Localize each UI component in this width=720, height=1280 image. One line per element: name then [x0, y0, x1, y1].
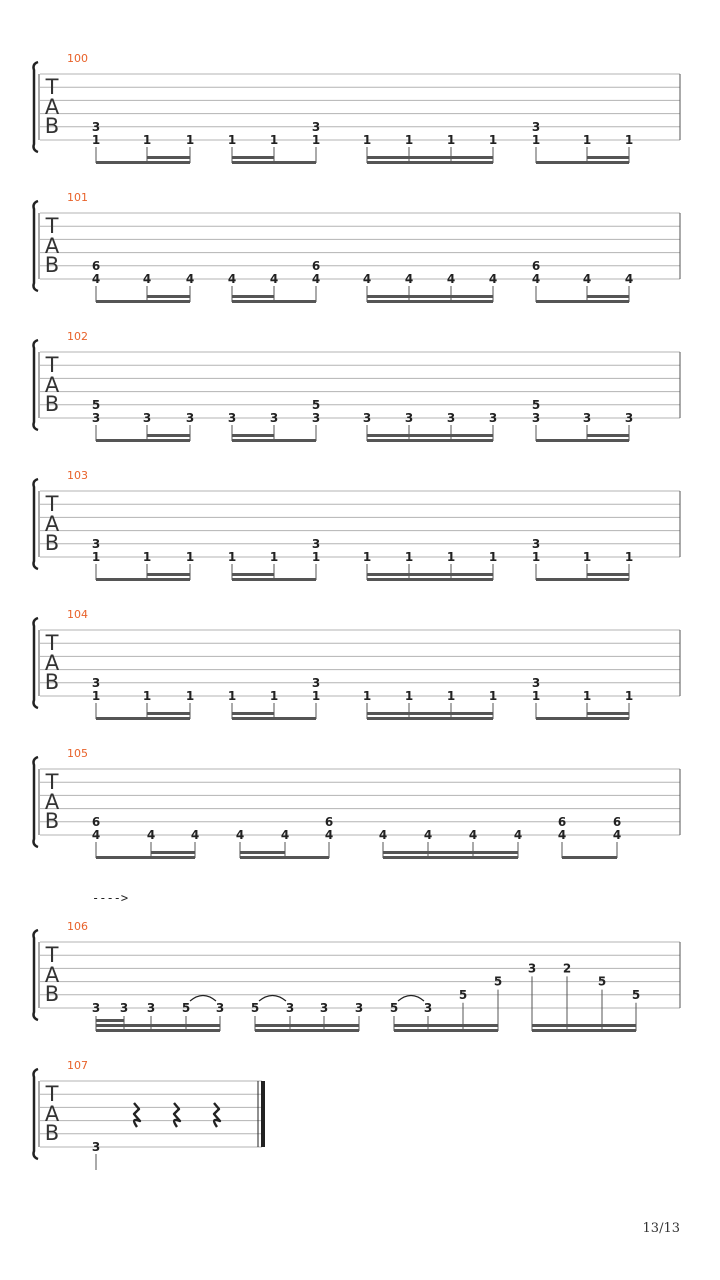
fret-number: 4 — [423, 828, 433, 842]
fret-number: 3 — [91, 1140, 101, 1154]
fret-number: 1 — [362, 689, 372, 703]
measure-number: 106 — [67, 920, 88, 933]
tab-clef-t: T — [45, 943, 59, 967]
quarter-rest — [174, 1103, 180, 1127]
beam — [96, 717, 190, 720]
beam — [383, 856, 518, 859]
beam — [367, 300, 493, 303]
fret-number: 4 — [624, 272, 634, 286]
fret-number: 1 — [624, 550, 634, 564]
measure-number: 104 — [67, 608, 88, 621]
fret-number: 3 — [285, 1001, 295, 1015]
fret-number: 1 — [269, 689, 279, 703]
fret-number: 4 — [91, 828, 101, 842]
tab-clef-t: T — [45, 770, 59, 794]
fret-number: 3 — [311, 536, 321, 551]
fret-number: 4 — [280, 828, 290, 842]
fret-number: 4 — [557, 828, 567, 842]
system-bracket — [34, 757, 39, 847]
fret-number: 4 — [404, 272, 414, 286]
fret-number: 5 — [493, 974, 503, 989]
fret-number: 4 — [324, 828, 334, 842]
beam-secondary — [367, 434, 493, 437]
tab-clef-t: T — [45, 631, 59, 655]
fret-number: 5 — [311, 397, 321, 412]
fret-number: 1 — [91, 689, 101, 703]
tab-system-107 — [34, 1059, 266, 1170]
fret-number: 5 — [597, 974, 607, 989]
quarter-rest — [134, 1103, 140, 1127]
fret-number: 1 — [404, 550, 414, 564]
tab-clef-a: A — [44, 373, 60, 397]
fret-number: 1 — [227, 133, 237, 147]
tie-arc — [398, 996, 424, 1002]
fret-number: 3 — [319, 1001, 329, 1015]
beam-secondary — [532, 1024, 636, 1027]
beam-secondary — [147, 434, 190, 437]
beam-secondary — [367, 573, 493, 576]
beam — [96, 1029, 220, 1032]
fret-number: 6 — [612, 814, 622, 829]
fret-number: 5 — [458, 987, 468, 1002]
fret-number: 1 — [311, 550, 321, 564]
beam — [96, 578, 190, 581]
fret-number: 3 — [354, 1001, 364, 1015]
beam — [367, 578, 493, 581]
fret-number: 1 — [311, 133, 321, 147]
beam-secondary — [587, 434, 629, 437]
fret-number: 3 — [91, 119, 101, 134]
fret-number: 1 — [446, 133, 456, 147]
beam — [232, 300, 316, 303]
fret-number: 3 — [531, 675, 541, 690]
fret-number: 5 — [531, 397, 541, 412]
fret-number: 1 — [404, 689, 414, 703]
fret-number: 5 — [181, 1001, 191, 1015]
fret-number: 1 — [142, 689, 152, 703]
beam — [536, 300, 629, 303]
tab-clef-b: B — [44, 392, 60, 416]
beam-secondary — [367, 712, 493, 715]
beam-secondary — [255, 1024, 359, 1027]
tab-system-106 — [34, 891, 681, 1032]
fret-number: 1 — [227, 550, 237, 564]
tab-clef-b: B — [44, 531, 60, 555]
quarter-rest — [214, 1103, 220, 1127]
fret-number: 3 — [423, 1001, 433, 1015]
fret-number: 1 — [404, 133, 414, 147]
beam-secondary — [96, 1024, 220, 1027]
beam-secondary — [147, 156, 190, 159]
beam-secondary — [232, 156, 274, 159]
beam-secondary — [232, 434, 274, 437]
beam-secondary — [232, 295, 274, 298]
beam — [532, 1029, 636, 1032]
fret-number: 3 — [91, 536, 101, 551]
fret-number: 3 — [311, 119, 321, 134]
fret-number: 3 — [311, 411, 321, 425]
tab-clef-a: A — [44, 651, 60, 675]
fret-number: 1 — [269, 550, 279, 564]
fret-number: 3 — [119, 1001, 129, 1015]
fret-number: 6 — [531, 258, 541, 273]
tab-clef-t: T — [45, 492, 59, 516]
let-ring-arrow: ----> — [92, 891, 129, 905]
tab-clef-b: B — [44, 809, 60, 833]
fret-number: 6 — [311, 258, 321, 273]
beam-secondary — [587, 156, 629, 159]
fret-number: 6 — [91, 258, 101, 273]
tab-clef-b: B — [44, 670, 60, 694]
fret-number: 1 — [531, 550, 541, 564]
page-number: 13/13 — [642, 1221, 680, 1236]
fret-number: 1 — [446, 550, 456, 564]
fret-number: 3 — [91, 675, 101, 690]
fret-number: 1 — [582, 550, 592, 564]
measure-number: 101 — [67, 191, 88, 204]
tab-clef-t: T — [45, 353, 59, 377]
final-barline-thick — [261, 1081, 265, 1147]
fret-number: 1 — [269, 133, 279, 147]
fret-number: 1 — [142, 550, 152, 564]
fret-number: 3 — [404, 411, 414, 425]
beam-secondary — [151, 851, 195, 854]
fret-number: 5 — [631, 987, 641, 1002]
fret-number: 1 — [582, 133, 592, 147]
fret-number: 3 — [531, 119, 541, 134]
fret-number: 3 — [311, 675, 321, 690]
beam-secondary — [367, 295, 493, 298]
beam-secondary — [587, 573, 629, 576]
fret-number: 3 — [488, 411, 498, 425]
beam — [367, 161, 493, 164]
fret-number: 3 — [146, 1001, 156, 1015]
tab-system-104 — [34, 608, 681, 720]
fret-number: 3 — [362, 411, 372, 425]
tab-clef-a: A — [44, 1102, 60, 1126]
fret-number: 1 — [362, 133, 372, 147]
beam — [255, 1029, 359, 1032]
fret-number: 4 — [235, 828, 245, 842]
fret-number: 4 — [446, 272, 456, 286]
fret-number: 1 — [185, 689, 195, 703]
system-bracket — [34, 1069, 39, 1159]
fret-number: 1 — [91, 550, 101, 564]
fret-number: 3 — [624, 411, 634, 425]
fret-number: 2 — [562, 961, 572, 976]
fret-number: 3 — [446, 411, 456, 425]
fret-number: 3 — [91, 1001, 101, 1015]
beam — [367, 439, 493, 442]
fret-number: 4 — [311, 272, 321, 286]
fret-number: 4 — [185, 272, 195, 286]
fret-number: 6 — [91, 814, 101, 829]
fret-number: 5 — [91, 397, 101, 412]
fret-number: 3 — [531, 536, 541, 551]
fret-number: 1 — [488, 550, 498, 564]
fret-number: 6 — [324, 814, 334, 829]
beam-secondary — [147, 295, 190, 298]
fret-number: 4 — [362, 272, 372, 286]
tab-clef-a: A — [44, 790, 60, 814]
fret-number: 4 — [468, 828, 478, 842]
measure-number: 107 — [67, 1059, 88, 1072]
fret-number: 1 — [227, 689, 237, 703]
fret-number: 3 — [269, 411, 279, 425]
fret-number: 4 — [378, 828, 388, 842]
fret-number: 1 — [531, 133, 541, 147]
system-bracket — [34, 479, 39, 569]
fret-number: 1 — [624, 133, 634, 147]
beam — [232, 161, 316, 164]
beam — [536, 161, 629, 164]
fret-number: 1 — [488, 133, 498, 147]
fret-number: 1 — [142, 133, 152, 147]
beam — [536, 717, 629, 720]
beam-secondary — [587, 712, 629, 715]
tab-clef-b: B — [44, 114, 60, 138]
beam — [96, 300, 190, 303]
fret-number: 4 — [488, 272, 498, 286]
fret-number: 3 — [531, 411, 541, 425]
fret-number: 1 — [185, 550, 195, 564]
fret-number: 5 — [389, 1001, 399, 1015]
system-bracket — [34, 618, 39, 708]
fret-number: 4 — [91, 272, 101, 286]
beam — [232, 717, 316, 720]
fret-number: 3 — [91, 411, 101, 425]
tie-arc — [259, 996, 286, 1002]
measure-number: 103 — [67, 469, 88, 482]
tab-clef-a: A — [44, 234, 60, 258]
tab-system-103 — [34, 469, 681, 581]
beam-secondary — [147, 573, 190, 576]
fret-number: 4 — [269, 272, 279, 286]
beam-secondary — [240, 851, 285, 854]
fret-number: 1 — [624, 689, 634, 703]
beam — [536, 439, 629, 442]
system-bracket — [34, 930, 39, 1020]
tab-clef-b: B — [44, 253, 60, 277]
tab-clef-a: A — [44, 963, 60, 987]
fret-number: 3 — [215, 1001, 225, 1015]
beam — [394, 1029, 498, 1032]
fret-number: 4 — [582, 272, 592, 286]
fret-number: 3 — [142, 411, 152, 425]
beam — [96, 439, 190, 442]
fret-number: 4 — [146, 828, 156, 842]
system-bracket — [34, 201, 39, 291]
fret-number: 4 — [612, 828, 622, 842]
beam-secondary — [147, 712, 190, 715]
fret-number: 4 — [142, 272, 152, 286]
fret-number: 3 — [227, 411, 237, 425]
system-bracket — [34, 62, 39, 152]
beam-secondary — [367, 156, 493, 159]
beam-secondary — [232, 573, 274, 576]
fret-number: 1 — [185, 133, 195, 147]
tab-clef-a: A — [44, 95, 60, 119]
fret-number: 1 — [582, 689, 592, 703]
fret-number: 1 — [488, 689, 498, 703]
fret-number: 1 — [362, 550, 372, 564]
tab-system-101 — [34, 191, 681, 303]
fret-number: 3 — [185, 411, 195, 425]
tie-arc — [190, 996, 216, 1002]
fret-number: 1 — [91, 133, 101, 147]
fret-number: 1 — [446, 689, 456, 703]
beam-secondary — [394, 1024, 498, 1027]
fret-number: 6 — [557, 814, 567, 829]
fret-number: 4 — [531, 272, 541, 286]
beam — [96, 856, 195, 859]
tab-system-100 — [34, 52, 681, 164]
tab-clef-t: T — [45, 1082, 59, 1106]
beam-secondary — [587, 295, 629, 298]
beam — [367, 717, 493, 720]
tab-clef-t: T — [45, 75, 59, 99]
fret-number: 4 — [513, 828, 523, 842]
tab-system-102 — [34, 330, 681, 442]
beam-secondary — [383, 851, 518, 854]
beam-tertiary — [96, 1019, 124, 1022]
tab-clef-b: B — [44, 1121, 60, 1145]
beam — [96, 161, 190, 164]
tab-clef-t: T — [45, 214, 59, 238]
beam — [562, 856, 617, 859]
beam — [232, 439, 316, 442]
measure-number: 100 — [67, 52, 88, 65]
tab-clef-b: B — [44, 982, 60, 1006]
beam-secondary — [232, 712, 274, 715]
beam — [240, 856, 329, 859]
tab-clef-a: A — [44, 512, 60, 536]
measure-number: 102 — [67, 330, 88, 343]
fret-number: 1 — [531, 689, 541, 703]
fret-number: 4 — [227, 272, 237, 286]
measure-number: 105 — [67, 747, 88, 760]
beam — [232, 578, 316, 581]
tab-system-105 — [34, 747, 681, 859]
fret-number: 3 — [582, 411, 592, 425]
system-bracket — [34, 340, 39, 430]
fret-number: 4 — [190, 828, 200, 842]
fret-number: 3 — [527, 961, 537, 976]
beam — [536, 578, 629, 581]
fret-number: 5 — [250, 1001, 260, 1015]
fret-number: 1 — [311, 689, 321, 703]
